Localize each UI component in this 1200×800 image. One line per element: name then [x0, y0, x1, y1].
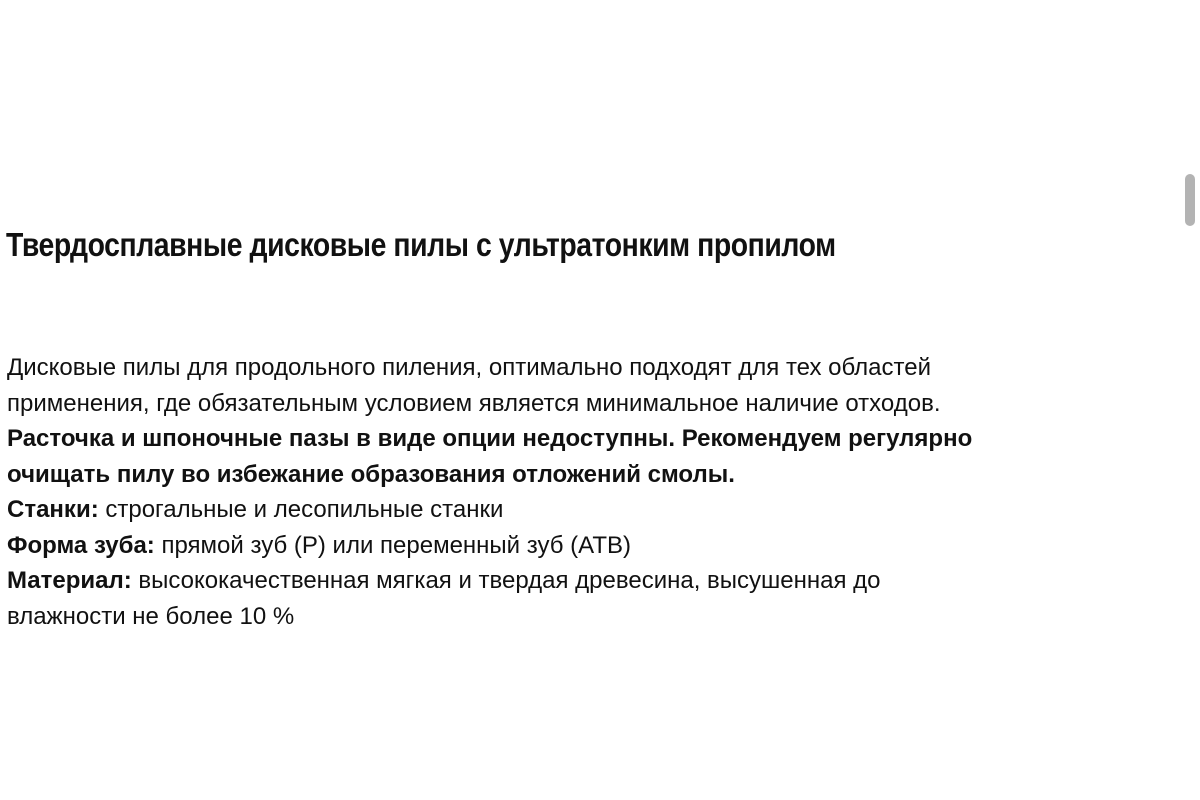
spec-tooth-form	[7, 528, 1187, 564]
description-paragraph	[7, 350, 1187, 421]
spec-value-continued: влажности не более 10 %	[7, 602, 295, 630]
spec-machines-line	[7, 492, 1187, 528]
spec-value: высококачественная мягкая и твердая древесина, высушенная до	[138, 567, 881, 594]
product-details	[7, 350, 1187, 634]
notice-line: очищать пилу во избежание образования отложений смолы.	[7, 460, 735, 488]
notice-line: Расточка и шпоночные пазы в виде опции недоступны. Рекомендуем регулярно	[7, 425, 973, 452]
spec-tooth-form-line	[7, 528, 1187, 564]
spec-value: строгальные и лесопильные станки	[105, 496, 504, 523]
spec-machines	[7, 492, 1187, 528]
spec-material-line	[7, 563, 1187, 599]
scrollbar-thumb[interactable]	[1185, 174, 1195, 226]
spec-value: прямой зуб (P) или переменный зуб (ATB)	[161, 531, 632, 559]
spec-label: Форма зуба:	[7, 531, 155, 559]
spec-material	[7, 563, 1187, 634]
notice-paragraph	[7, 421, 1187, 492]
spec-label: Материал:	[7, 567, 132, 594]
page-title: Твердосплавные дисковые пилы с ультратонким пропилом	[6, 226, 836, 263]
description-line: Дисковые пилы для продольного пиления, оптимально подходят для тех областей	[7, 354, 931, 381]
spec-label: Станки:	[7, 496, 99, 523]
description-line: применения, где обязательным условием является минимальное наличие отходов.	[7, 389, 941, 417]
